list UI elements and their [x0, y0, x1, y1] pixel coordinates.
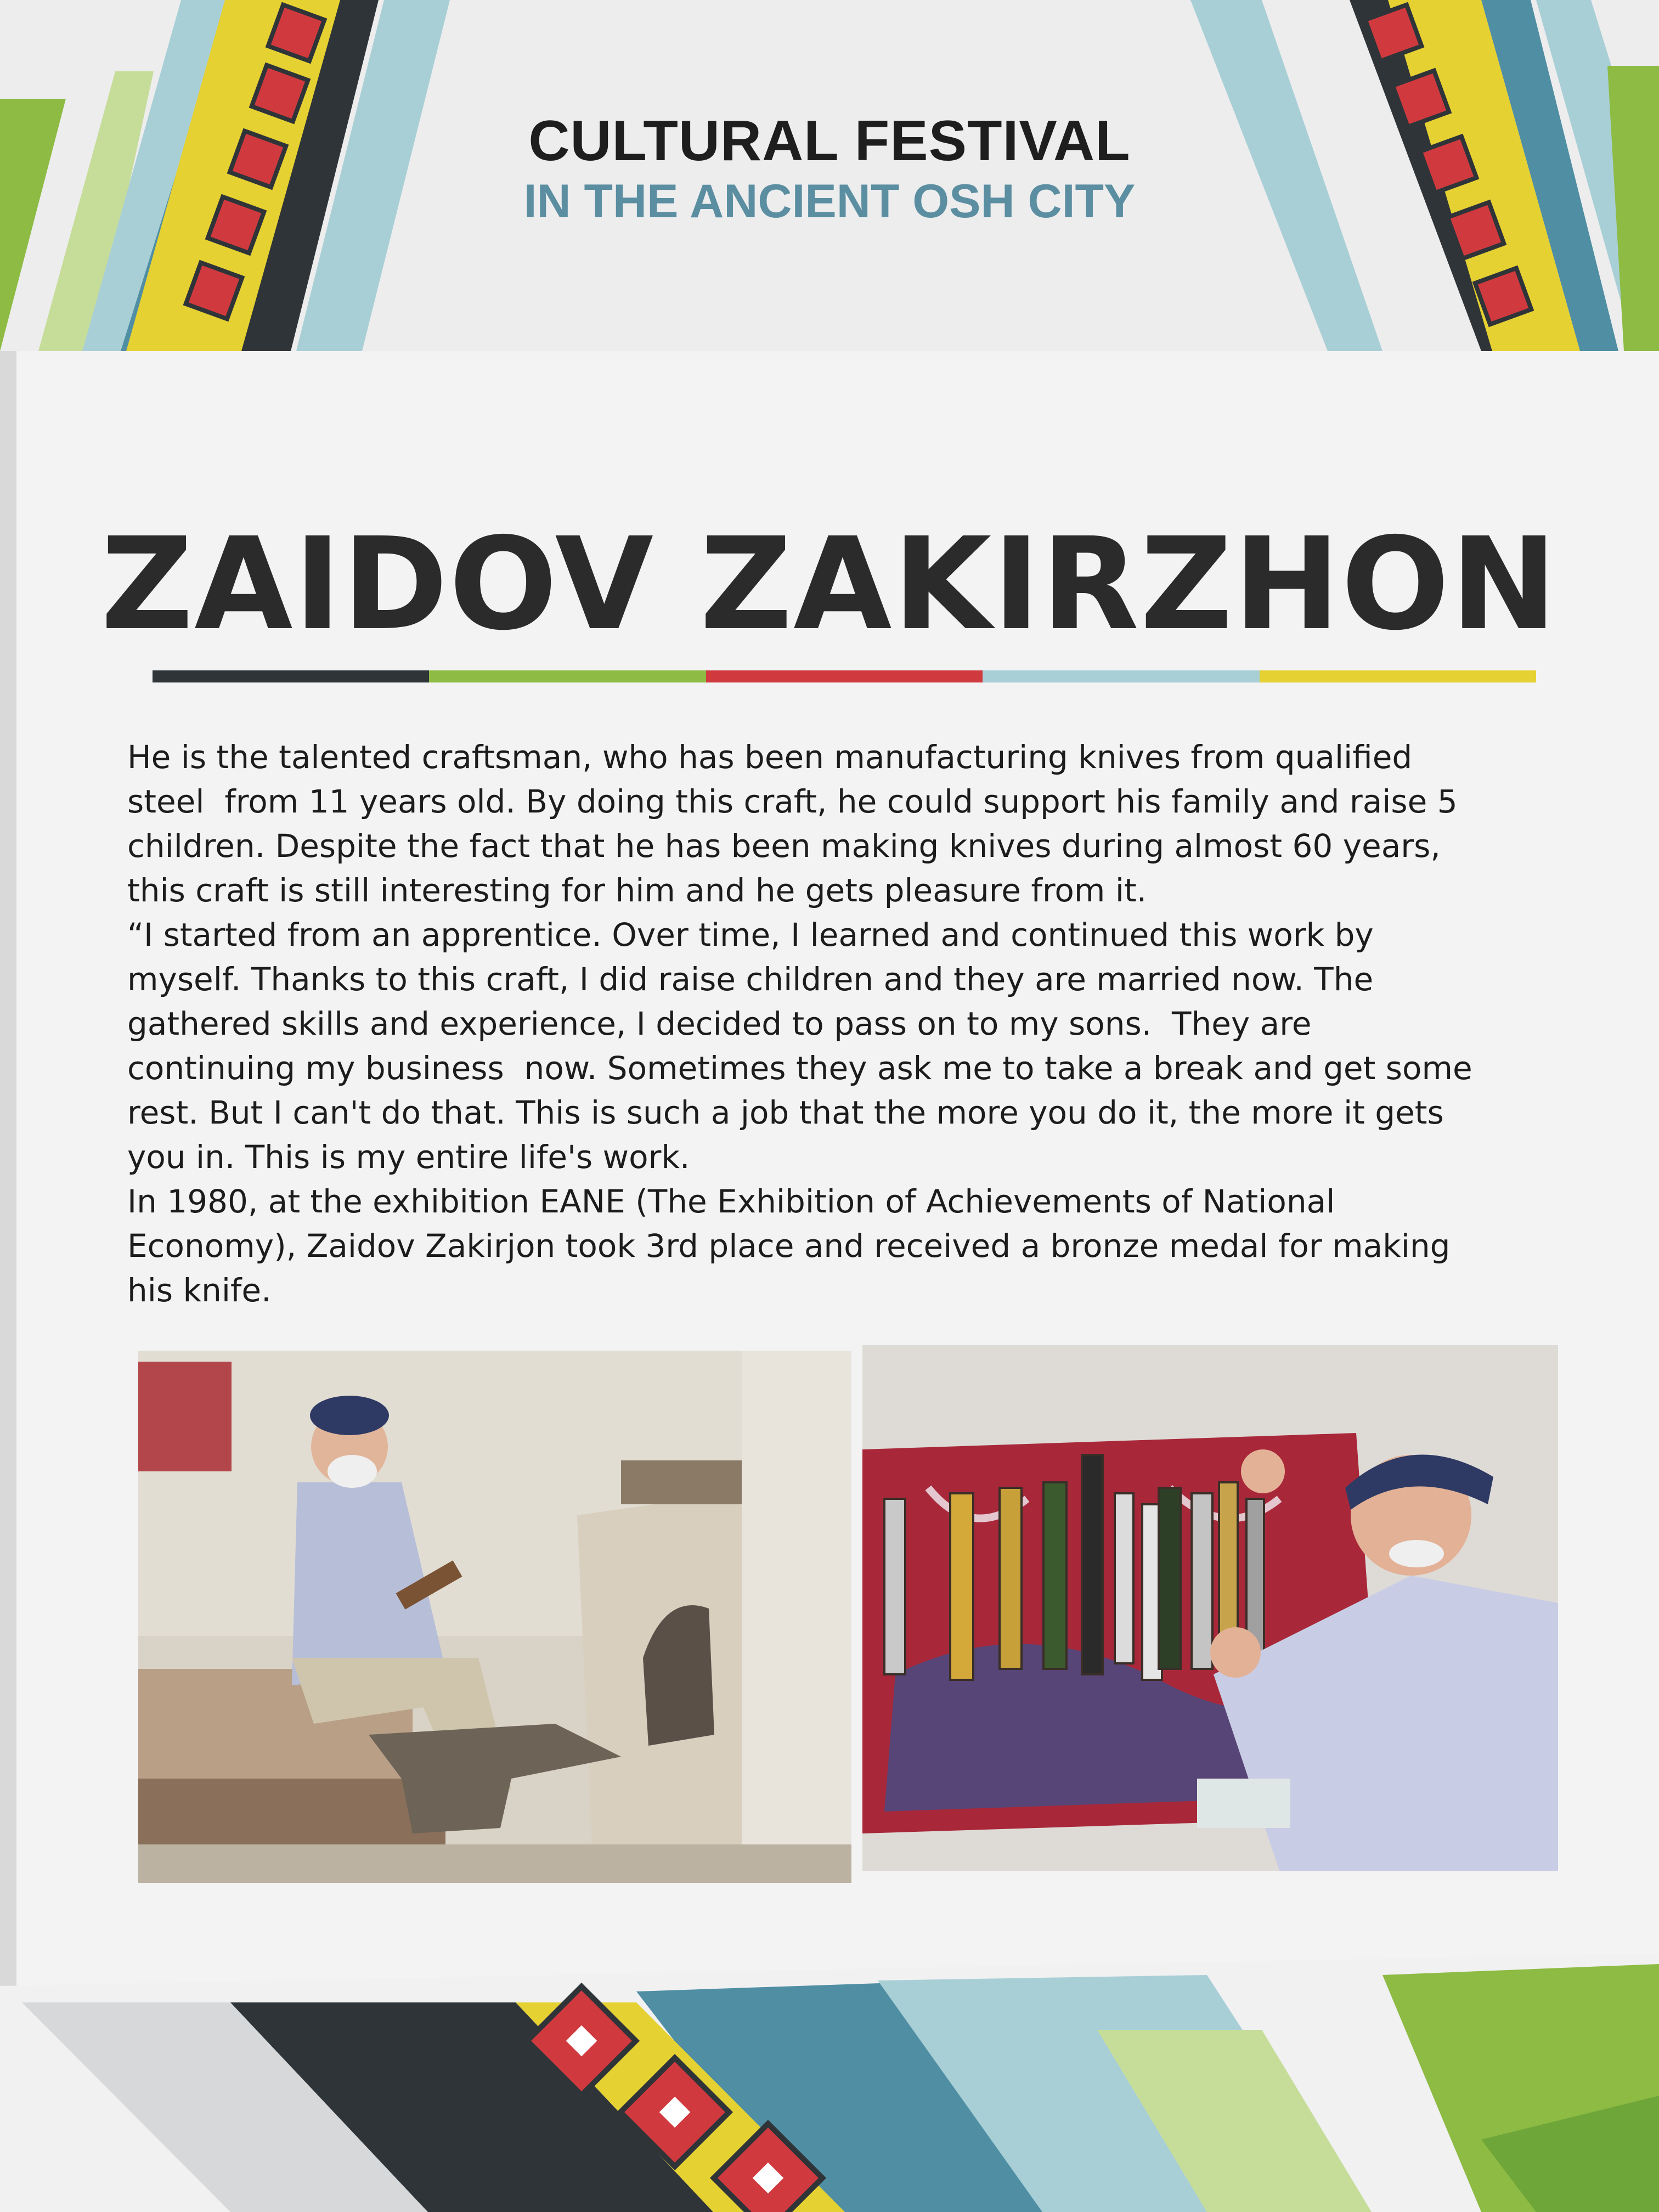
craftsman-name: ZAIDOV ZAKIRZHON	[100, 510, 1559, 658]
bio-line: He is the talented craftsman, who has been manufacturing knives from qualified	[127, 738, 1413, 776]
photo-craftsman-at-anvil	[138, 1351, 851, 1883]
bio-line: Economy), Zaidov Zakirjon took 3rd place and received a bronze medal for making	[127, 1227, 1451, 1265]
bio-line: children. Despite the fact that he has been making knives during almost 60 years,	[127, 827, 1441, 865]
bio-line: his knife.	[127, 1272, 272, 1309]
divider-segment-light-blue	[983, 670, 1259, 682]
divider-segment-yellow	[1260, 670, 1536, 682]
bio-line: In 1980, at the exhibition EANE (The Exhibition of Achievements of National	[127, 1183, 1335, 1220]
divider-segment-green	[429, 670, 706, 682]
bio-line: continuing my business now. Sometimes they ask me to take a break and get some	[127, 1049, 1472, 1087]
poster-header	[0, 0, 1659, 351]
biography-text	[127, 735, 1576, 1313]
bio-line: myself. Thanks to this craft, I did raise children and they are married now. The	[127, 961, 1374, 998]
festival-title: CULTURAL FESTIVAL	[528, 109, 1131, 173]
color-divider	[153, 670, 1536, 682]
bio-line: you in. This is my entire life's work.	[127, 1138, 690, 1176]
festival-subtitle: IN THE ANCIENT OSH CITY	[523, 175, 1136, 228]
bio-line: this craft is still interesting for him and he gets pleasure from it.	[127, 872, 1147, 909]
bio-line: steel from 11 years old. By doing this craft, he could support his family and raise 5	[127, 783, 1458, 820]
photo-knife-display	[862, 1345, 1558, 1871]
bio-line: rest. But I can't do that. This is such a job that the more you do it, the more it gets	[127, 1094, 1444, 1131]
divider-segment-red	[706, 670, 983, 682]
divider-segment-dark	[153, 670, 429, 682]
bio-line: “I started from an apprentice. Over time, I learned and continued this work by	[127, 916, 1374, 953]
bio-line: gathered skills and experience, I decided to pass on to my sons. They are	[127, 1005, 1312, 1042]
